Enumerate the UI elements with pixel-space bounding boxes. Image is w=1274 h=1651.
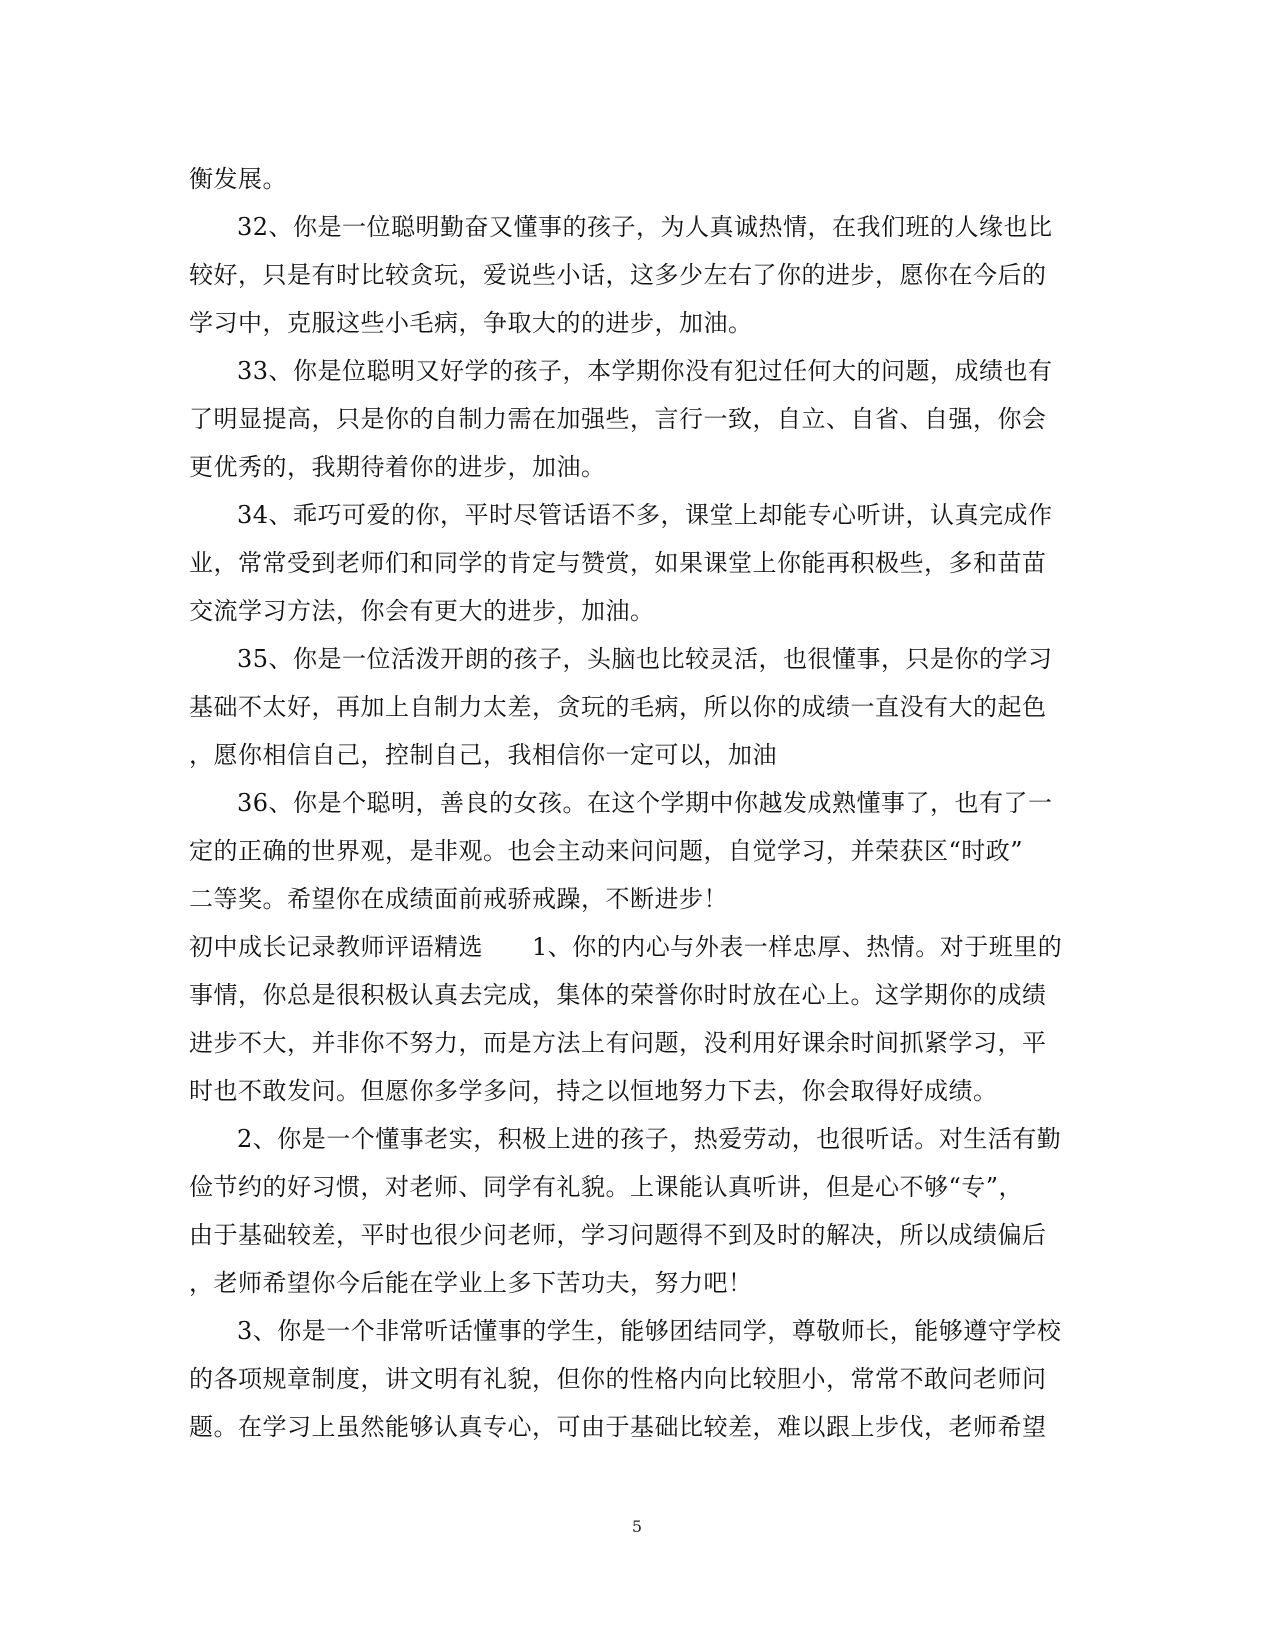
text-line: 33、你是位聪明又好学的孩子，本学期你没有犯过任何大的问题，成绩也有 bbox=[237, 357, 1053, 385]
text-line: ，愿你相信自己，控制自己，我相信你一定可以，加油 bbox=[189, 741, 777, 769]
text-line: 衡发展。 bbox=[189, 165, 287, 193]
text-line: ，老师希望你今后能在学业上多下苦功夫，努力吧！ bbox=[189, 1269, 753, 1297]
body-text bbox=[189, 155, 1079, 1451]
text-line: 业，常常受到老师们和同学的肯定与赞赏，如果课堂上你能再积极些，多和苗苗 bbox=[189, 549, 1047, 577]
text-line: 更优秀的，我期待着你的进步，加油。 bbox=[189, 453, 606, 481]
text-line: 由于基础较差，平时也很少问老师，学习问题得不到及时的解决，所以成绩偏后 bbox=[189, 1221, 1047, 1249]
text-line: 基础不太好，再加上自制力太差，贪玩的毛病，所以你的成绩一直没有大的起色 bbox=[189, 693, 1047, 721]
text-line: 初中成长记录教师评语精选 1、你的内心与外表一样忠厚、热情。对于班里的 bbox=[189, 933, 1063, 961]
text-line: 36、你是个聪明，善良的女孩。在这个学期中你越发成熟懂事了，也有了一 bbox=[237, 789, 1053, 817]
text-line: 俭节约的好习惯，对老师、同学有礼貌。上课能认真听讲，但是心不够“专”， bbox=[189, 1173, 1024, 1201]
text-line: 进步不大，并非你不努力，而是方法上有问题，没利用好课余时间抓紧学习，平 bbox=[189, 1029, 1047, 1057]
text-line: 事情，你总是很积极认真去完成，集体的荣誉你时时放在心上。这学期你的成绩 bbox=[189, 981, 1047, 1009]
text-line: 的各项规章制度，讲文明有礼貌，但你的性格内向比较胆小，常常不敢问老师问 bbox=[189, 1365, 1047, 1393]
text-line: 时也不敢发问。但愿你多学多问，持之以恒地努力下去，你会取得好成绩。 bbox=[189, 1077, 998, 1105]
text-line: 32、你是一位聪明勤奋又懂事的孩子，为人真诚热情，在我们班的人缘也比 bbox=[237, 213, 1053, 241]
text-line: 题。在学习上虽然能够认真专心，可由于基础比较差，难以跟上步伐，老师希望 bbox=[189, 1413, 1047, 1441]
text-line: 34、乖巧可爱的你，平时尽管话语不多，课堂上却能专心听讲，认真完成作 bbox=[237, 501, 1053, 529]
page-number: 5 bbox=[631, 1517, 643, 1536]
text-line: 交流学习方法，你会有更大的进步，加油。 bbox=[189, 597, 655, 625]
text-line: 2、你是一个懂事老实，积极上进的孩子，热爱劳动，也很听话。对生活有勤 bbox=[237, 1125, 1062, 1153]
text-line: 定的正确的世界观，是非观。也会主动来问问题，自觉学习，并荣获区“时政” bbox=[189, 837, 1024, 865]
text-line: 学习中，克服这些小毛病，争取大的的进步，加油。 bbox=[189, 309, 753, 337]
text-line: 二等奖。希望你在成绩面前戒骄戒躁，不断进步！ bbox=[189, 885, 728, 913]
text-line: 35、你是一位活泼开朗的孩子，头脑也比较灵活，也很懂事，只是你的学习 bbox=[237, 645, 1053, 673]
text-line: 了明显提高，只是你的自制力需在加强些，言行一致，自立、自省、自强，你会 bbox=[189, 405, 1047, 433]
text-line: 3、你是一个非常听话懂事的学生，能够团结同学，尊敬师长，能够遵守学校 bbox=[237, 1317, 1062, 1345]
text-line: 较好，只是有时比较贪玩，爱说些小话，这多少左右了你的进步，愿你在今后的 bbox=[189, 261, 1047, 289]
